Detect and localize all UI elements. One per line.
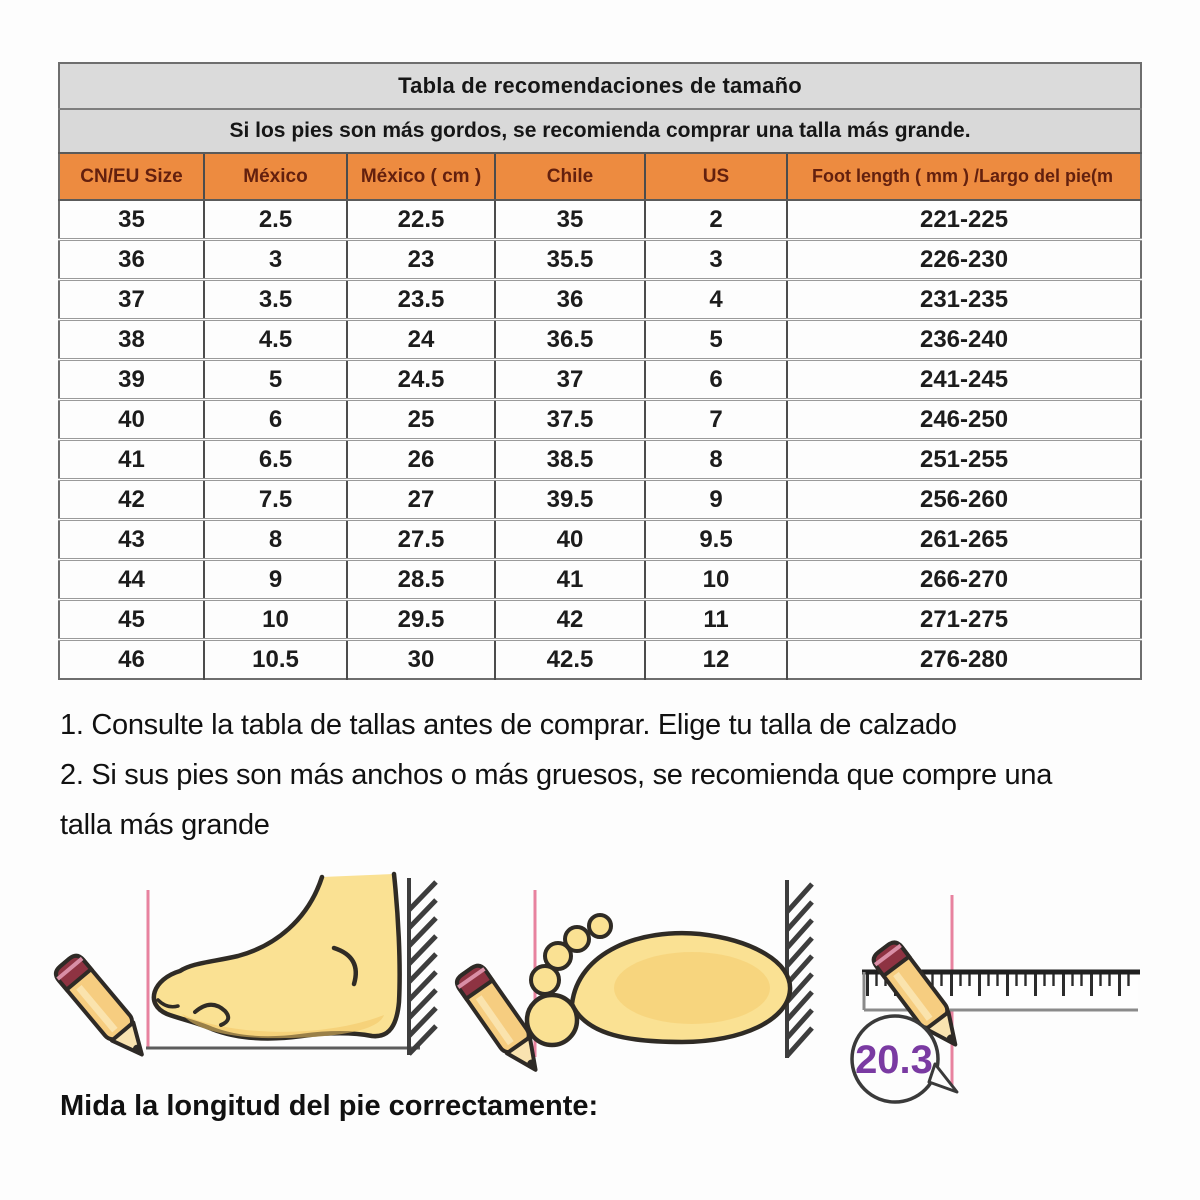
table-row (59, 240, 1141, 280)
table-subtitle-row (59, 109, 1141, 153)
size-recommendation-table (58, 62, 1142, 680)
table-row (59, 440, 1141, 480)
table-cell: 271-275 (787, 600, 1141, 640)
measurement-illustrations (0, 852, 1200, 1120)
table-cell: 10.5 (204, 640, 347, 680)
foot-sole-icon (527, 915, 790, 1045)
table-cell: 6 (645, 360, 787, 400)
table-cell: 35 (495, 200, 645, 240)
table-cell: 5 (645, 320, 787, 360)
table-cell: 37.5 (495, 400, 645, 440)
table-cell: 36 (59, 240, 204, 280)
table-cell: 22.5 (347, 200, 495, 240)
column-header: Foot length ( mm ) /Largo del pie(m (787, 153, 1141, 200)
table-cell: 266-270 (787, 560, 1141, 600)
instruction-line-2: 2. Si sus pies son más anchos o más gruesos, se recomienda que compre una (60, 759, 1053, 791)
table-cell: 4 (645, 280, 787, 320)
table-cell: 3 (645, 240, 787, 280)
table-row (59, 360, 1141, 400)
table-cell: 35 (59, 200, 204, 240)
table-cell: 42 (495, 600, 645, 640)
table-row (59, 480, 1141, 520)
table-cell: 6.5 (204, 440, 347, 480)
table-row (59, 280, 1141, 320)
pencil-icon (52, 952, 154, 1064)
table-cell: 25 (347, 400, 495, 440)
foot-top-measure-illustration (454, 880, 812, 1079)
measure-caption: Mida la longitud del pie correctamente: (60, 1090, 599, 1122)
table-cell: 37 (495, 360, 645, 400)
table-cell: 10 (204, 600, 347, 640)
table-cell: 27.5 (347, 520, 495, 560)
table-cell: 2 (645, 200, 787, 240)
column-header: Chile (495, 153, 645, 200)
table-cell: 38 (59, 320, 204, 360)
table-cell: 12 (645, 640, 787, 680)
column-header: US (645, 153, 787, 200)
table-cell: 3.5 (204, 280, 347, 320)
table-cell: 37 (59, 280, 204, 320)
table-cell: 38.5 (495, 440, 645, 480)
table-cell: 43 (59, 520, 204, 560)
table-row (59, 320, 1141, 360)
column-header: CN/EU Size (59, 153, 204, 200)
instruction-line-3: talla más grande (60, 809, 270, 841)
table-cell: 39.5 (495, 480, 645, 520)
table-cell: 45 (59, 600, 204, 640)
table-cell: 39 (59, 360, 204, 400)
table-cell: 261-265 (787, 520, 1141, 560)
table-cell: 246-250 (787, 400, 1141, 440)
wall-hatch-icon (787, 880, 812, 1058)
table-cell: 9 (645, 480, 787, 520)
table-cell: 226-230 (787, 240, 1141, 280)
measurement-value: 20.3 (855, 1038, 933, 1082)
table-cell: 251-255 (787, 440, 1141, 480)
table-cell: 35.5 (495, 240, 645, 280)
table-cell: 46 (118, 645, 145, 673)
table-cell: 36.5 (495, 320, 645, 360)
table-cell: 30 (347, 640, 495, 680)
foot-side-icon (154, 874, 400, 1038)
table-cell: 26 (347, 440, 495, 480)
table-cell: 40 (495, 520, 645, 560)
table-cell: 276-280 (787, 640, 1141, 680)
table-row (59, 200, 1141, 240)
table-cell: 4.5 (204, 320, 347, 360)
table-cell: 29.5 (347, 600, 495, 640)
table-cell: 8 (204, 520, 347, 560)
table-cell: 27 (347, 480, 495, 520)
table-row (59, 560, 1141, 600)
table-cell: 8 (645, 440, 787, 480)
table-cell: 41 (59, 440, 204, 480)
column-header: México ( cm ) (347, 153, 495, 200)
table-subtitle: Si los pies son más gordos, se recomienda comprar una talla más grande. (59, 109, 1141, 153)
table-cell: 231-235 (787, 280, 1141, 320)
table-cell: 36 (495, 280, 645, 320)
table-cell: 42 (59, 480, 204, 520)
table-cell: 221-225 (787, 200, 1141, 240)
instruction-line-1: 1. Consulte la tabla de tallas antes de comprar. Elige tu talla de calzado (60, 709, 957, 741)
foot-side-measure-illustration (52, 874, 436, 1065)
table-cell: 6 (204, 400, 347, 440)
table-cell: 7.5 (204, 480, 347, 520)
table-cell: 7 (645, 400, 787, 440)
table-cell: 41 (495, 560, 645, 600)
table-cell: 24 (347, 320, 495, 360)
table-cell: 40 (59, 400, 204, 440)
table-cell: 42.5 (495, 640, 645, 680)
table-cell: 2.5 (204, 200, 347, 240)
table-row (59, 400, 1141, 440)
buying-instructions (60, 700, 1170, 850)
table-header-row (59, 153, 1141, 200)
table-cell: 9.5 (645, 520, 787, 560)
table-cell: 24.5 (347, 360, 495, 400)
table-cell: 3 (204, 240, 347, 280)
table-title-row (59, 63, 1141, 109)
ruler-measure-illustration (852, 895, 1140, 1102)
wall-hatch-icon (409, 878, 436, 1055)
table-cell: 11 (645, 600, 787, 640)
table-cell: 23.5 (347, 280, 495, 320)
table-cell: 44 (59, 560, 204, 600)
table-cell: 23 (347, 240, 495, 280)
table-cell: 9 (204, 560, 347, 600)
column-header: México (204, 153, 347, 200)
table-cell: 241-245 (787, 360, 1141, 400)
table-row (59, 640, 1141, 680)
table-cell: 236-240 (787, 320, 1141, 360)
table-row (59, 520, 1141, 560)
table-title: Tabla de recomendaciones de tamaño (59, 63, 1141, 109)
table-cell: 10 (645, 560, 787, 600)
table-cell: 256-260 (787, 480, 1141, 520)
table-cell: 28.5 (347, 560, 495, 600)
table-cell: 5 (204, 360, 347, 400)
table-row (59, 600, 1141, 640)
